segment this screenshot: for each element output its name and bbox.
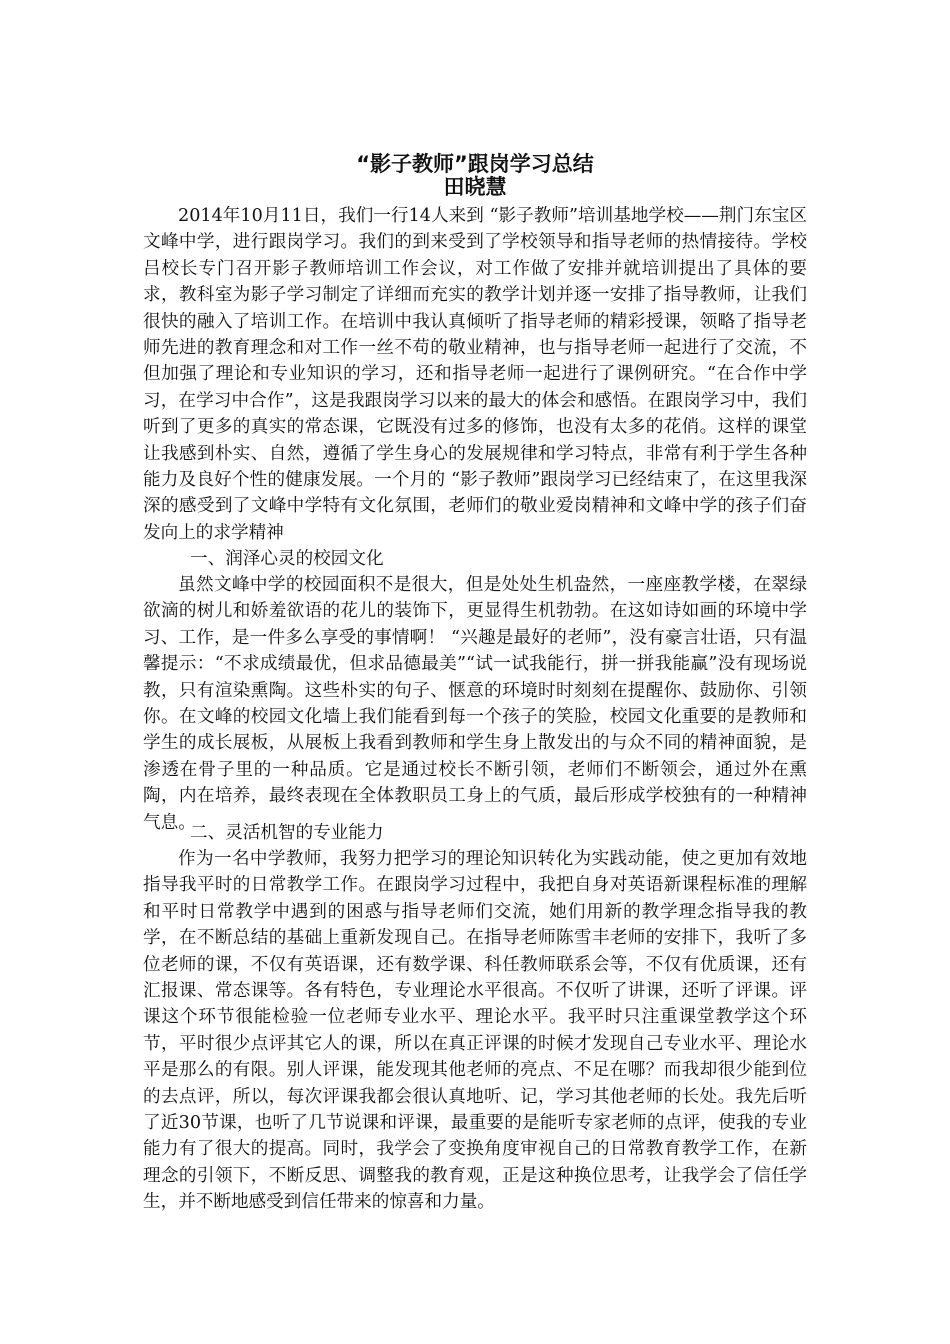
section-heading-campus-culture: 一、润泽心灵的校园文化 <box>190 549 384 569</box>
section-body-professional-ability: 作为一名中学教师，我努力把学习的理论知识转化为实践动能，使之更加有效地指导我平时的日常教学工作。在跟岗学习过程中，我把自身对英语新课程标准的理解和平时日常教学中遇到的困惑与指导老师们交流，她们用新的教学理念指导我的教学，在不断总结的基础上重新发现自己。在指导老师陈雪丰老师的安排下，我听了多位老师的课，不仅有英语课，还有数学课、科任教师联系会等，不仅有优质课，还有汇报课、常态课等。各有特色，专业理论水平很高。不仅听了讲课，还听了评课。评课这个环节很能检验一位老师专业水平、理论水平。我平时只注重课堂教学这个环节，平时很少点评其它人的课，所以在真正评课的时候才发现自己专业水平、理论水平是那么的有限。别人评课，能发现其他老师的亮点、不足在哪？而我却很少能到位的去点评，所以，每次评课我都会很认真地听、记，学习其他老师的长处。我先后听了近30节课，也听了几节说课和评课，最重要的是能听专家老师的点评，使我的专业能力有了很大的提高。同时，我学会了变换角度审视自己的日常教育教学工作，在新理念的引领下，不断反思、调整我的教育观，正是这种换位思考，让我学会了信任学生，并不断地感受到信任带来的惊喜和力量。 <box>143 849 807 1213</box>
section-heading-professional-ability: 二、灵活机智的专业能力 <box>190 823 384 843</box>
author-name: 田晓慧 <box>443 175 507 199</box>
intro-paragraph: 2014年10月11日，我们一行14人来到 “影子教师”培训基地学校——荆门东宝区文峰中学，进行跟岗学习。我们的到来受到了学校领导和指导老师的热情接待。学校吕校长专门召开影子教师培训工作会议，对工作做了安排并就培训提出了具体的要求，教科室为影子学习制定了详细而充实的教学计划并逐一安排了指导教师，让我们很快的融入了培训工作。在培训中我认真倾听了指导老师的精彩授课，领略了指导老师先进的教育理念和对工作一丝不苟的敬业精神，也与指导老师一起进行了交流，不但加强了理论和专业知识的学习，还和指导老师一起进行了课例研究。“在合作中学习，在学习中合作”，这是我跟岗学习以来的最大的体会和感悟。在跟岗学习中，我们听到了更多的真实的常态课，它既没有过多的修饰，也没有太多的花俏。这样的课堂让我感到朴实、自然，遵循了学生身心的发展规律和学习特点，非常有利于学生各种能力及良好个性的健康发展。一个月的 “影子教师”跟岗学习已经结束了，在这里我深深的感受到了文峰中学特有文化氛围，老师们的敬业爱岗精神和文峰中学的孩子们奋发向上的求学精神 <box>143 206 807 543</box>
document-title: “影子教师”跟岗学习总结 <box>356 152 594 176</box>
section-body-campus-culture: 虽然文峰中学的校园面积不是很大，但是处处生机盎然，一座座教学楼，在翠绿欲滴的树儿和娇羞欲语的花儿的装饰下，更显得生机勃勃。在这如诗如画的环境中学习、工作，是一件多么享受的事情啊！ “兴趣是最好的老师”，没有豪言壮语，只有温馨提示：“不求成绩最优，但求品德最美”“试一试我能行，拼一拼我能赢”没有现场说教，只有渲染熏陶。这些朴实的句子、惬意的环境时时刻刻在提醒你、鼓励你、引领你。在文峰的校园文化墙上我们能看到每一个孩子的笑脸，校园文化重要的是教师和学生的成长展板，从展板上我看到教师和学生身上散发出的与众不同的精神面貌，是渗透在骨子里的一种品质。它是通过校长不断引领，老师们不断领会，通过外在熏陶，内在培养，最终表现在全体教职员工身上的气质，最后形成学校独有的一种精神气息。 <box>143 575 807 833</box>
